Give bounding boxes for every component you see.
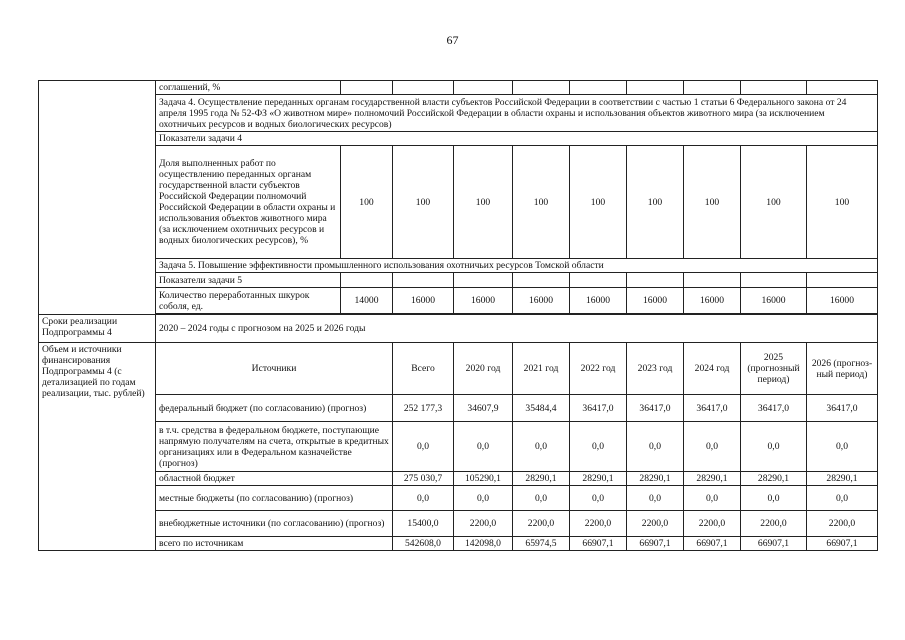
finance-cell: 65974,5 — [513, 537, 570, 551]
finance-cell: 28290,1 — [684, 472, 741, 486]
table-row — [39, 472, 878, 486]
terms-label: Сроки реализации Подпрограммы 4 — [39, 315, 156, 343]
finance-header: 2020 год — [454, 343, 513, 395]
indicator-4-value: 100 — [570, 146, 627, 259]
finance-cell: 66907,1 — [741, 537, 807, 551]
finance-cell: 252 177,3 — [393, 395, 454, 422]
table-row — [39, 288, 878, 314]
table-row — [39, 486, 878, 511]
finance-source-label: внебюджетные источники (по согласованию) (прогноз) — [156, 511, 393, 537]
finance-cell: 2200,0 — [807, 511, 878, 537]
finance-cell: 2200,0 — [454, 511, 513, 537]
finance-cell: 2200,0 — [570, 511, 627, 537]
finance-cell: 28290,1 — [627, 472, 684, 486]
finance-cell: 2200,0 — [684, 511, 741, 537]
indicator-5-value: 16000 — [741, 288, 807, 314]
task-5-title: Задача 5. Повышение эффективности промышленного использования охотничьих ресурсов Томской области — [156, 259, 878, 273]
finance-cell: 66907,1 — [807, 537, 878, 551]
finance-header: Всего — [393, 343, 454, 395]
finance-source-label: областной бюджет — [156, 472, 393, 486]
table-row — [39, 132, 878, 146]
finance-cell: 66907,1 — [570, 537, 627, 551]
task-5-indicators-heading: Показатели задачи 5 — [156, 273, 341, 288]
finance-cell: 142098,0 — [454, 537, 513, 551]
table-row — [39, 511, 878, 537]
finance-cell: 0,0 — [807, 422, 878, 472]
indicator-4-value: 100 — [393, 146, 454, 259]
finance-cell: 0,0 — [513, 422, 570, 472]
finance-cell: 0,0 — [454, 422, 513, 472]
finance-cell: 542608,0 — [393, 537, 454, 551]
table-row — [39, 273, 878, 288]
continuation-label: соглашений, % — [156, 81, 341, 95]
indicator-5-value: 16000 — [570, 288, 627, 314]
indicator-5-value: 16000 — [393, 288, 454, 314]
indicator-4-value: 100 — [741, 146, 807, 259]
table-row — [39, 81, 878, 95]
finance-cell: 105290,1 — [454, 472, 513, 486]
finance-cell: 2200,0 — [741, 511, 807, 537]
finance-cell: 36417,0 — [570, 395, 627, 422]
finance-cell: 0,0 — [807, 486, 878, 511]
finance-cell: 28290,1 — [570, 472, 627, 486]
table-row — [39, 146, 878, 259]
finance-cell: 36417,0 — [627, 395, 684, 422]
table-row — [39, 537, 878, 551]
section-label-empty — [39, 81, 156, 315]
indicator-4-value: 100 — [684, 146, 741, 259]
finance-cell: 0,0 — [513, 486, 570, 511]
indicator-5-value: 16000 — [684, 288, 741, 314]
finance-cell: 0,0 — [684, 486, 741, 511]
finance-cell: 0,0 — [454, 486, 513, 511]
finance-cell: 28290,1 — [741, 472, 807, 486]
indicator-4-value: 100 — [807, 146, 878, 259]
task-4-indicators-heading: Показатели задачи 4 — [156, 132, 878, 146]
terms-value: 2020 – 2024 годы с прогнозом на 2025 и 2026 годы — [156, 315, 878, 343]
indicator-4-value: 100 — [341, 146, 393, 259]
finance-header: Источники — [156, 343, 393, 395]
finance-header: 2024 год — [684, 343, 741, 395]
table-row — [39, 259, 878, 273]
indicator-4-value: 100 — [513, 146, 570, 259]
finance-header: 2025 (прогнозный период) — [741, 343, 807, 395]
finance-cell: 0,0 — [741, 422, 807, 472]
finance-cell: 36417,0 — [741, 395, 807, 422]
indicator-4-value: 100 — [454, 146, 513, 259]
table-row — [39, 343, 878, 395]
finance-cell: 0,0 — [393, 422, 454, 472]
finance-cell: 34607,9 — [454, 395, 513, 422]
table-row — [39, 395, 878, 422]
finance-header: 2022 год — [570, 343, 627, 395]
finance-cell: 0,0 — [684, 422, 741, 472]
finance-source-label: в т.ч. средства в федеральном бюджете, поступающие напрямую получателям на счета, открытые в кредитных организациях или в Федеральном казначействе (прогноз) — [156, 422, 393, 472]
finance-cell: 28290,1 — [513, 472, 570, 486]
indicator-5-value: 16000 — [454, 288, 513, 314]
finance-cell: 0,0 — [393, 486, 454, 511]
finance-cell: 0,0 — [627, 486, 684, 511]
finance-cell: 0,0 — [627, 422, 684, 472]
finance-cell: 36417,0 — [807, 395, 878, 422]
indicator-4-value: 100 — [627, 146, 684, 259]
finance-header: 2023 год — [627, 343, 684, 395]
finance-cell: 2200,0 — [627, 511, 684, 537]
indicator-5-label: Количество переработанных шкурок соболя, ед. — [156, 288, 341, 314]
finance-cell: 2200,0 — [513, 511, 570, 537]
indicator-5-value: 16000 — [807, 288, 878, 314]
indicator-4-label: Доля выполненных работ по осуществлению переданных органам государственной власти субъектов Российской Федерации полномочий Российской Федерации в области охраны и использования объектов животного мира (за исключением охотничьих ресурсов и водных биологических ресурсов), % — [156, 146, 341, 259]
table-row — [39, 315, 878, 343]
finance-cell: 0,0 — [741, 486, 807, 511]
table-row — [39, 95, 878, 132]
subprogram-table — [38, 80, 878, 551]
finance-header: 2021 год — [513, 343, 570, 395]
table-row — [39, 422, 878, 472]
finance-cell: 28290,1 — [807, 472, 878, 486]
finance-cell: 35484,4 — [513, 395, 570, 422]
indicator-5-value: 14000 — [341, 288, 393, 314]
indicator-5-value: 16000 — [627, 288, 684, 314]
task-4-title: Задача 4. Осуществление переданных органам государственной власти субъектов Российской Федерации в соответствии с частью 1 статьи 6 Федерального закона от 24 апреля 1995 года № 52-ФЗ «О животном мире» полномочий Российской Федерации в области охраны и использования объектов животного мира (за исключением охотничьих ресурсов и водных биологических ресурсов) — [156, 95, 878, 132]
finance-cell: 66907,1 — [684, 537, 741, 551]
page-number: 67 — [446, 33, 459, 47]
finance-header: 2026 (прогноз-ный период) — [807, 343, 878, 395]
finance-source-label: местные бюджеты (по согласованию) (прогноз) — [156, 486, 393, 511]
finance-cell: 275 030,7 — [393, 472, 454, 486]
finance-cell: 0,0 — [570, 422, 627, 472]
indicator-5-value: 16000 — [513, 288, 570, 314]
finance-cell: 15400,0 — [393, 511, 454, 537]
finance-cell: 36417,0 — [684, 395, 741, 422]
finance-total-label: всего по источникам — [156, 537, 393, 551]
finance-cell: 0,0 — [570, 486, 627, 511]
finance-source-label: федеральный бюджет (по согласованию) (прогноз) — [156, 395, 393, 422]
finance-label: Объем и источники финансирования Подпрограммы 4 (с детализацией по годам реализации, тыс. рублей) — [39, 343, 156, 551]
finance-cell: 66907,1 — [627, 537, 684, 551]
